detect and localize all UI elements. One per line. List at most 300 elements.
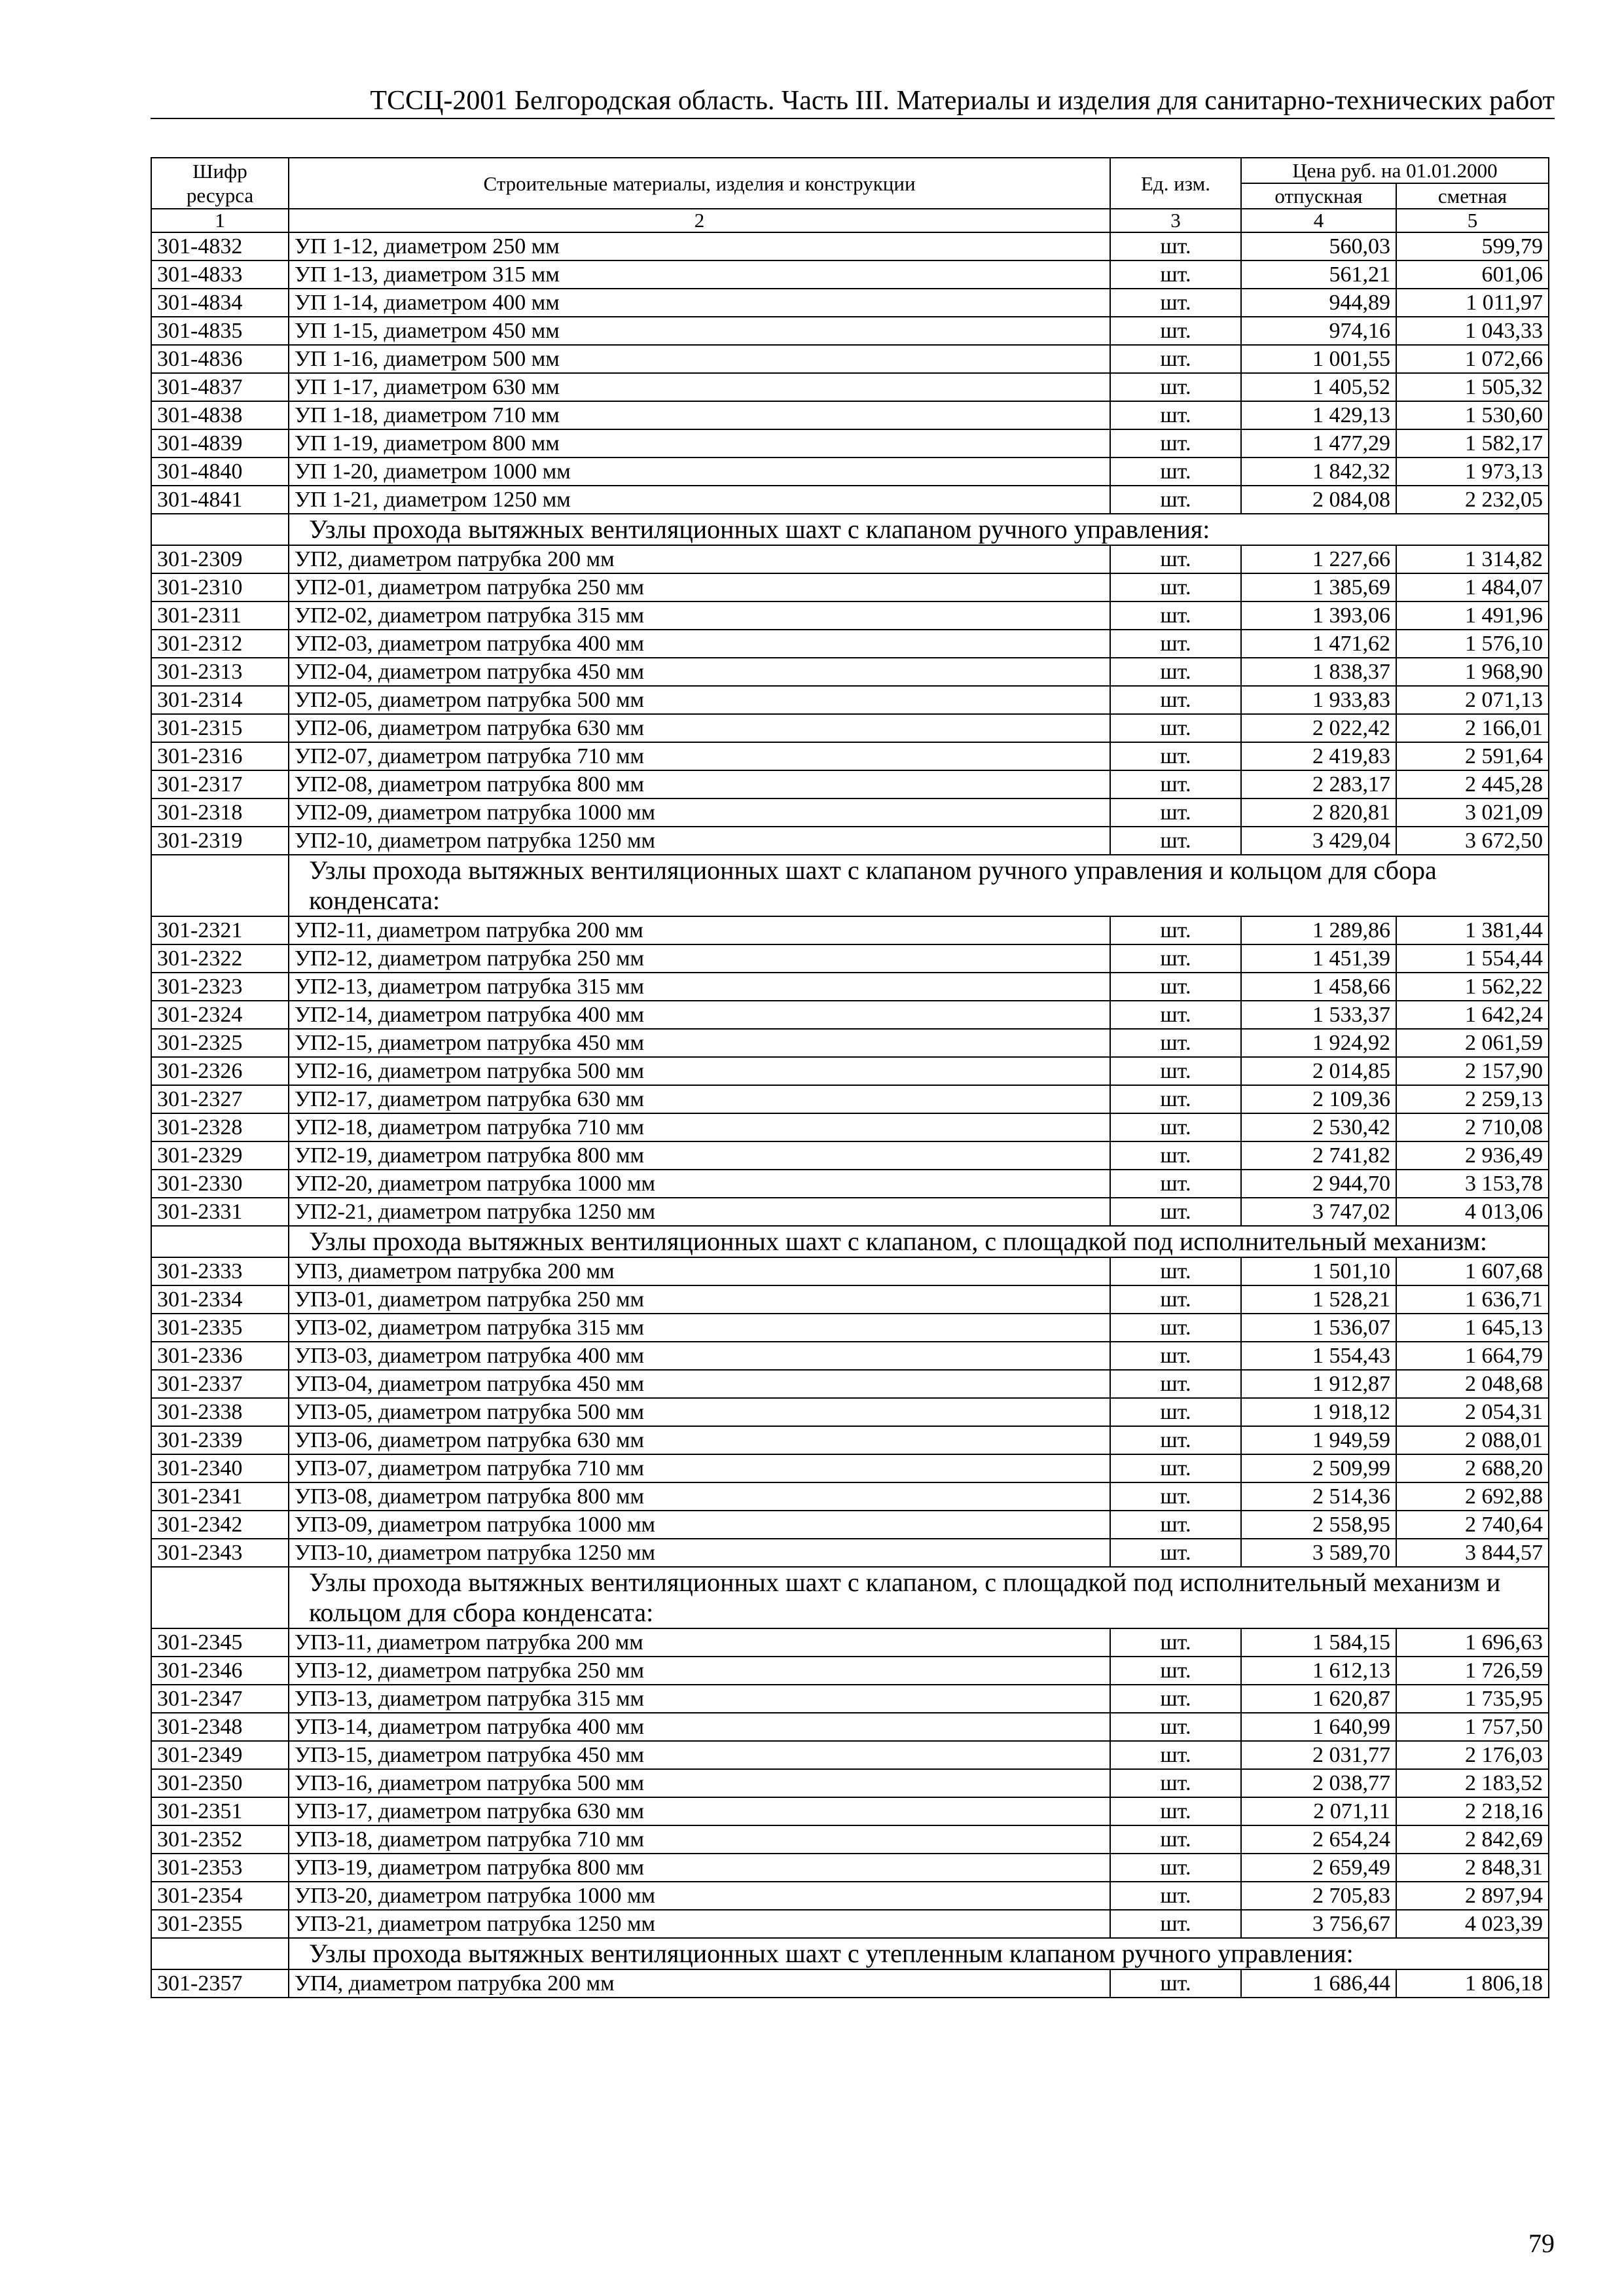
unit-cell: шт. <box>1110 742 1241 770</box>
material-name-cell: УП2-18, диаметром патрубка 710 мм <box>289 1113 1110 1141</box>
estimate-price-cell: 2 848,31 <box>1396 1854 1549 1882</box>
estimate-price-cell: 1 043,33 <box>1396 317 1549 345</box>
unit-cell: шт. <box>1110 317 1241 345</box>
resource-code-cell: 301-2309 <box>151 545 289 573</box>
table-row <box>151 1628 1549 1657</box>
estimate-price-cell: 2 692,88 <box>1396 1482 1549 1511</box>
resource-code-cell: 301-2334 <box>151 1285 289 1314</box>
release-price-cell: 2 659,49 <box>1241 1854 1396 1882</box>
estimate-price-cell: 2 176,03 <box>1396 1741 1549 1769</box>
table-row <box>151 1257 1549 1285</box>
estimate-price-cell: 2 054,31 <box>1396 1398 1549 1426</box>
table-row <box>151 742 1549 770</box>
section-spacer-cell <box>151 855 289 916</box>
resource-code-cell: 301-4833 <box>151 260 289 289</box>
unit-cell: шт. <box>1110 1314 1241 1342</box>
material-name-cell: УП2-04, диаметром патрубка 450 мм <box>289 658 1110 686</box>
table-row <box>151 1910 1549 1938</box>
unit-cell: шт. <box>1110 1113 1241 1141</box>
unit-cell: шт. <box>1110 260 1241 289</box>
estimate-price-cell: 3 844,57 <box>1396 1539 1549 1567</box>
table-row <box>151 1029 1549 1057</box>
unit-cell: шт. <box>1110 1085 1241 1113</box>
material-name-cell: УП 1-13, диаметром 315 мм <box>289 260 1110 289</box>
unit-cell: шт. <box>1110 1426 1241 1454</box>
estimate-price-cell: 2 088,01 <box>1396 1426 1549 1454</box>
release-price-cell: 1 640,99 <box>1241 1713 1396 1741</box>
resource-code-cell: 301-2349 <box>151 1741 289 1769</box>
release-price-cell: 2 071,11 <box>1241 1797 1396 1825</box>
section-row <box>151 514 1549 545</box>
resource-code-cell: 301-2321 <box>151 916 289 944</box>
unit-cell: шт. <box>1110 1969 1241 1998</box>
resource-code-cell: 301-4840 <box>151 457 289 486</box>
table-row <box>151 1741 1549 1769</box>
unit-cell: шт. <box>1110 401 1241 429</box>
resource-code-cell: 301-4837 <box>151 373 289 401</box>
release-price-cell: 1 838,37 <box>1241 658 1396 686</box>
estimate-price-cell: 2 688,20 <box>1396 1454 1549 1482</box>
resource-code-cell: 301-2348 <box>151 1713 289 1741</box>
release-price-cell: 1 949,59 <box>1241 1426 1396 1454</box>
resource-code-cell: 301-2315 <box>151 714 289 742</box>
material-name-cell: УП2-09, диаметром патрубка 1000 мм <box>289 798 1110 827</box>
column-number: 2 <box>289 209 1110 232</box>
release-price-cell: 2 283,17 <box>1241 770 1396 798</box>
table-row <box>151 1398 1549 1426</box>
release-price-cell: 1 451,39 <box>1241 944 1396 973</box>
unit-cell: шт. <box>1110 573 1241 601</box>
table-row <box>151 1657 1549 1685</box>
table-row <box>151 373 1549 401</box>
table-row <box>151 630 1549 658</box>
release-price-cell: 2 084,08 <box>1241 486 1396 514</box>
material-name-cell: УП 1-20, диаметром 1000 мм <box>289 457 1110 486</box>
release-price-cell: 1 477,29 <box>1241 429 1396 457</box>
release-price-cell: 2 038,77 <box>1241 1769 1396 1797</box>
material-name-cell: УП 1-19, диаметром 800 мм <box>289 429 1110 457</box>
release-price-cell: 2 509,99 <box>1241 1454 1396 1482</box>
section-heading: Узлы прохода вытяжных вентиляционных шахт с клапаном, с площадкой под исполнительный механизм и кольцом для сбора конденсата: <box>289 1567 1549 1628</box>
release-price-cell: 560,03 <box>1241 232 1396 260</box>
table-row <box>151 429 1549 457</box>
resource-code-cell: 301-2327 <box>151 1085 289 1113</box>
material-name-cell: УП3-02, диаметром патрубка 315 мм <box>289 1314 1110 1342</box>
table-row <box>151 1685 1549 1713</box>
unit-cell: шт. <box>1110 429 1241 457</box>
resource-code-cell: 301-4835 <box>151 317 289 345</box>
material-name-cell: УП3-17, диаметром патрубка 630 мм <box>289 1797 1110 1825</box>
material-name-cell: УП2-01, диаметром патрубка 250 мм <box>289 573 1110 601</box>
estimate-price-cell: 1 757,50 <box>1396 1713 1549 1741</box>
table-row <box>151 916 1549 944</box>
column-number: 3 <box>1110 209 1241 232</box>
header-code: Шифр ресурса <box>151 158 289 209</box>
table-row <box>151 1713 1549 1741</box>
table-row <box>151 1057 1549 1085</box>
resource-code-cell: 301-2317 <box>151 770 289 798</box>
header-unit: Ед. изм. <box>1110 158 1241 209</box>
unit-cell: шт. <box>1110 1628 1241 1657</box>
material-name-cell: УП3-15, диаметром патрубка 450 мм <box>289 1741 1110 1769</box>
material-name-cell: УП2-19, диаметром патрубка 800 мм <box>289 1141 1110 1170</box>
table-row <box>151 1370 1549 1398</box>
release-price-cell: 1 918,12 <box>1241 1398 1396 1426</box>
resource-code-cell: 301-2338 <box>151 1398 289 1426</box>
resource-code-cell: 301-2350 <box>151 1769 289 1797</box>
unit-cell: шт. <box>1110 1454 1241 1482</box>
release-price-cell: 1 458,66 <box>1241 973 1396 1001</box>
release-price-cell: 561,21 <box>1241 260 1396 289</box>
resource-code-cell: 301-2310 <box>151 573 289 601</box>
table-row <box>151 1314 1549 1342</box>
release-price-cell: 2 944,70 <box>1241 1170 1396 1198</box>
unit-cell: шт. <box>1110 1398 1241 1426</box>
column-number: 5 <box>1396 209 1549 232</box>
estimate-price-cell: 2 166,01 <box>1396 714 1549 742</box>
resource-code-cell: 301-2346 <box>151 1657 289 1685</box>
resource-code-cell: 301-2340 <box>151 1454 289 1482</box>
unit-cell: шт. <box>1110 1170 1241 1198</box>
section-row <box>151 855 1549 916</box>
unit-cell: шт. <box>1110 1198 1241 1226</box>
material-name-cell: УП3-13, диаметром патрубка 315 мм <box>289 1685 1110 1713</box>
table-row <box>151 714 1549 742</box>
resource-code-cell: 301-2347 <box>151 1685 289 1713</box>
estimate-price-cell: 2 259,13 <box>1396 1085 1549 1113</box>
table-row <box>151 573 1549 601</box>
resource-code-cell: 301-2336 <box>151 1342 289 1370</box>
release-price-cell: 1 912,87 <box>1241 1370 1396 1398</box>
resource-code-cell: 301-4839 <box>151 429 289 457</box>
material-name-cell: УП 1-12, диаметром 250 мм <box>289 232 1110 260</box>
table-header <box>151 158 1549 232</box>
material-name-cell: УП 1-16, диаметром 500 мм <box>289 345 1110 373</box>
resource-code-cell: 301-2311 <box>151 601 289 630</box>
table-row <box>151 1482 1549 1511</box>
resource-code-cell: 301-2345 <box>151 1628 289 1657</box>
unit-cell: шт. <box>1110 289 1241 317</box>
unit-cell: шт. <box>1110 714 1241 742</box>
estimate-price-cell: 2 218,16 <box>1396 1797 1549 1825</box>
estimate-price-cell: 1 562,22 <box>1396 973 1549 1001</box>
resource-code-cell: 301-4838 <box>151 401 289 429</box>
estimate-price-cell: 3 021,09 <box>1396 798 1549 827</box>
estimate-price-cell: 4 013,06 <box>1396 1198 1549 1226</box>
section-spacer-cell <box>151 514 289 545</box>
release-price-cell: 1 501,10 <box>1241 1257 1396 1285</box>
material-name-cell: УП 1-15, диаметром 450 мм <box>289 317 1110 345</box>
material-name-cell: УП3-03, диаметром патрубка 400 мм <box>289 1342 1110 1370</box>
release-price-cell: 1 001,55 <box>1241 345 1396 373</box>
unit-cell: шт. <box>1110 1285 1241 1314</box>
section-row <box>151 1938 1549 1969</box>
release-price-cell: 2 705,83 <box>1241 1882 1396 1910</box>
estimate-price-cell: 2 740,64 <box>1396 1511 1549 1539</box>
table-body <box>151 232 1549 1998</box>
resource-code-cell: 301-2337 <box>151 1370 289 1398</box>
release-price-cell: 2 014,85 <box>1241 1057 1396 1085</box>
resource-code-cell: 301-2342 <box>151 1511 289 1539</box>
material-name-cell: УП2, диаметром патрубка 200 мм <box>289 545 1110 573</box>
table-row <box>151 260 1549 289</box>
release-price-cell: 974,16 <box>1241 317 1396 345</box>
release-price-cell: 1 393,06 <box>1241 601 1396 630</box>
section-heading: Узлы прохода вытяжных вентиляционных шахт с клапаном ручного управления: <box>289 514 1549 545</box>
material-name-cell: УП2-10, диаметром патрубка 1250 мм <box>289 827 1110 855</box>
release-price-cell: 2 022,42 <box>1241 714 1396 742</box>
table-row <box>151 686 1549 714</box>
material-name-cell: УП 1-18, диаметром 710 мм <box>289 401 1110 429</box>
table-row <box>151 1141 1549 1170</box>
unit-cell: шт. <box>1110 486 1241 514</box>
release-price-cell: 1 528,21 <box>1241 1285 1396 1314</box>
resource-code-cell: 301-2355 <box>151 1910 289 1938</box>
material-name-cell: УП 1-21, диаметром 1250 мм <box>289 486 1110 514</box>
table-row <box>151 1797 1549 1825</box>
table-row <box>151 1170 1549 1198</box>
resource-code-cell: 301-2357 <box>151 1969 289 1998</box>
unit-cell: шт. <box>1110 1741 1241 1769</box>
estimate-price-cell: 3 153,78 <box>1396 1170 1549 1198</box>
unit-cell: шт. <box>1110 1029 1241 1057</box>
material-name-cell: УП3, диаметром патрубка 200 мм <box>289 1257 1110 1285</box>
estimate-price-cell: 1 484,07 <box>1396 573 1549 601</box>
table-row <box>151 1198 1549 1226</box>
estimate-price-cell: 1 645,13 <box>1396 1314 1549 1342</box>
estimate-price-cell: 2 842,69 <box>1396 1825 1549 1854</box>
section-spacer-cell <box>151 1938 289 1969</box>
release-price-cell: 1 227,66 <box>1241 545 1396 573</box>
resource-code-cell: 301-2324 <box>151 1001 289 1029</box>
release-price-cell: 1 584,15 <box>1241 1628 1396 1657</box>
release-price-cell: 3 429,04 <box>1241 827 1396 855</box>
release-price-cell: 1 612,13 <box>1241 1657 1396 1685</box>
release-price-cell: 1 405,52 <box>1241 373 1396 401</box>
material-name-cell: УП3-06, диаметром патрубка 630 мм <box>289 1426 1110 1454</box>
resource-code-cell: 301-2351 <box>151 1797 289 1825</box>
release-price-cell: 2 031,77 <box>1241 1741 1396 1769</box>
unit-cell: шт. <box>1110 1539 1241 1567</box>
release-price-cell: 2 419,83 <box>1241 742 1396 770</box>
table-row <box>151 827 1549 855</box>
table-row <box>151 232 1549 260</box>
table-row <box>151 1969 1549 1998</box>
section-row <box>151 1226 1549 1257</box>
resource-code-cell: 301-2354 <box>151 1882 289 1910</box>
unit-cell: шт. <box>1110 457 1241 486</box>
unit-cell: шт. <box>1110 1713 1241 1741</box>
resource-code-cell: 301-4832 <box>151 232 289 260</box>
material-name-cell: УП3-16, диаметром патрубка 500 мм <box>289 1769 1110 1797</box>
table-row <box>151 1342 1549 1370</box>
table-row <box>151 798 1549 827</box>
release-price-cell: 1 533,37 <box>1241 1001 1396 1029</box>
resource-code-cell: 301-2335 <box>151 1314 289 1342</box>
unit-cell: шт. <box>1110 373 1241 401</box>
resource-code-cell: 301-2352 <box>151 1825 289 1854</box>
material-name-cell: УП3-21, диаметром патрубка 1250 мм <box>289 1910 1110 1938</box>
estimate-price-cell: 1 381,44 <box>1396 916 1549 944</box>
header-estimate-price: сметная <box>1396 183 1549 209</box>
release-price-cell: 1 289,86 <box>1241 916 1396 944</box>
estimate-price-cell: 2 061,59 <box>1396 1029 1549 1057</box>
estimate-price-cell: 1 973,13 <box>1396 457 1549 486</box>
resource-code-cell: 301-2316 <box>151 742 289 770</box>
unit-cell: шт. <box>1110 630 1241 658</box>
estimate-price-cell: 3 672,50 <box>1396 827 1549 855</box>
material-name-cell: УП2-16, диаметром патрубка 500 мм <box>289 1057 1110 1085</box>
table-row <box>151 770 1549 798</box>
material-name-cell: УП3-14, диаметром патрубка 400 мм <box>289 1713 1110 1741</box>
resource-code-cell: 301-2333 <box>151 1257 289 1285</box>
estimate-price-cell: 1 491,96 <box>1396 601 1549 630</box>
estimate-price-cell: 1 607,68 <box>1396 1257 1549 1285</box>
header-name: Строительные материалы, изделия и конструкции <box>289 158 1110 209</box>
unit-cell: шт. <box>1110 1057 1241 1085</box>
release-price-cell: 1 471,62 <box>1241 630 1396 658</box>
page-header-title: ТССЦ-2001 Белгородская область. Часть III. Материалы и изделия для санитарно-технических работ <box>370 86 1555 116</box>
estimate-price-cell: 1 582,17 <box>1396 429 1549 457</box>
estimate-price-cell: 1 505,32 <box>1396 373 1549 401</box>
section-heading: Узлы прохода вытяжных вентиляционных шахт с утепленным клапаном ручного управления: <box>289 1938 1549 1969</box>
material-name-cell: УП2-21, диаметром патрубка 1250 мм <box>289 1198 1110 1226</box>
section-heading: Узлы прохода вытяжных вентиляционных шахт с клапаном ручного управления и кольцом для сбора конденсата: <box>289 855 1549 916</box>
estimate-price-cell: 1 806,18 <box>1396 1969 1549 1998</box>
table-row <box>151 289 1549 317</box>
resource-code-cell: 301-2326 <box>151 1057 289 1085</box>
material-name-cell: УП3-19, диаметром патрубка 800 мм <box>289 1854 1110 1882</box>
unit-cell: шт. <box>1110 601 1241 630</box>
estimate-price-cell: 1 968,90 <box>1396 658 1549 686</box>
material-name-cell: УП3-12, диаметром патрубка 250 мм <box>289 1657 1110 1685</box>
estimate-price-cell: 601,06 <box>1396 260 1549 289</box>
material-name-cell: УП2-05, диаметром патрубка 500 мм <box>289 686 1110 714</box>
section-spacer-cell <box>151 1567 289 1628</box>
material-name-cell: УП3-07, диаметром патрубка 710 мм <box>289 1454 1110 1482</box>
material-name-cell: УП2-14, диаметром патрубка 400 мм <box>289 1001 1110 1029</box>
table-row <box>151 601 1549 630</box>
estimate-price-cell: 1 576,10 <box>1396 630 1549 658</box>
material-name-cell: УП3-05, диаметром патрубка 500 мм <box>289 1398 1110 1426</box>
estimate-price-cell: 1 642,24 <box>1396 1001 1549 1029</box>
unit-cell: шт. <box>1110 1657 1241 1685</box>
table-row <box>151 1511 1549 1539</box>
estimate-price-cell: 1 636,71 <box>1396 1285 1549 1314</box>
unit-cell: шт. <box>1110 1910 1241 1938</box>
estimate-price-cell: 1 072,66 <box>1396 345 1549 373</box>
resource-code-cell: 301-2318 <box>151 798 289 827</box>
release-price-cell: 3 756,67 <box>1241 1910 1396 1938</box>
estimate-price-cell: 1 011,97 <box>1396 289 1549 317</box>
release-price-cell: 1 385,69 <box>1241 573 1396 601</box>
table-row <box>151 658 1549 686</box>
unit-cell: шт. <box>1110 798 1241 827</box>
estimate-price-cell: 2 710,08 <box>1396 1113 1549 1141</box>
release-price-cell: 944,89 <box>1241 289 1396 317</box>
estimate-price-cell: 599,79 <box>1396 232 1549 260</box>
unit-cell: шт. <box>1110 1342 1241 1370</box>
material-name-cell: УП3-20, диаметром патрубка 1000 мм <box>289 1882 1110 1910</box>
estimate-price-cell: 2 183,52 <box>1396 1769 1549 1797</box>
release-price-cell: 1 924,92 <box>1241 1029 1396 1057</box>
resource-code-cell: 301-2328 <box>151 1113 289 1141</box>
material-name-cell: УП 1-14, диаметром 400 мм <box>289 289 1110 317</box>
unit-cell: шт. <box>1110 345 1241 373</box>
table-row <box>151 545 1549 573</box>
section-row <box>151 1567 1549 1628</box>
resource-code-cell: 301-2330 <box>151 1170 289 1198</box>
unit-cell: шт. <box>1110 658 1241 686</box>
resource-code-cell: 301-2323 <box>151 973 289 1001</box>
estimate-price-cell: 2 071,13 <box>1396 686 1549 714</box>
unit-cell: шт. <box>1110 545 1241 573</box>
section-heading: Узлы прохода вытяжных вентиляционных шахт с клапаном, с площадкой под исполнительный механизм: <box>289 1226 1549 1257</box>
release-price-cell: 1 536,07 <box>1241 1314 1396 1342</box>
estimate-price-cell: 2 157,90 <box>1396 1057 1549 1085</box>
release-price-cell: 2 530,42 <box>1241 1113 1396 1141</box>
unit-cell: шт. <box>1110 973 1241 1001</box>
column-number: 1 <box>151 209 289 232</box>
material-name-cell: УП2-06, диаметром патрубка 630 мм <box>289 714 1110 742</box>
material-name-cell: УП2-11, диаметром патрубка 200 мм <box>289 916 1110 944</box>
table-row <box>151 944 1549 973</box>
estimate-price-cell: 2 232,05 <box>1396 486 1549 514</box>
table-row <box>151 1085 1549 1113</box>
table-row <box>151 1113 1549 1141</box>
unit-cell: шт. <box>1110 1825 1241 1854</box>
resource-code-cell: 301-4834 <box>151 289 289 317</box>
unit-cell: шт. <box>1110 686 1241 714</box>
material-name-cell: УП3-09, диаметром патрубка 1000 мм <box>289 1511 1110 1539</box>
release-price-cell: 3 589,70 <box>1241 1539 1396 1567</box>
unit-cell: шт. <box>1110 770 1241 798</box>
unit-cell: шт. <box>1110 1257 1241 1285</box>
header-price: Цена руб. на 01.01.2000 <box>1241 158 1549 183</box>
estimate-price-cell: 1 696,63 <box>1396 1628 1549 1657</box>
estimate-price-cell: 1 530,60 <box>1396 401 1549 429</box>
section-spacer-cell <box>151 1226 289 1257</box>
resource-code-cell: 301-2343 <box>151 1539 289 1567</box>
table-row <box>151 1539 1549 1567</box>
release-price-cell: 2 654,24 <box>1241 1825 1396 1854</box>
material-name-cell: УП2-08, диаметром патрубка 800 мм <box>289 770 1110 798</box>
estimate-price-cell: 2 048,68 <box>1396 1370 1549 1398</box>
material-name-cell: УП2-20, диаметром патрубка 1000 мм <box>289 1170 1110 1198</box>
estimate-price-cell: 2 591,64 <box>1396 742 1549 770</box>
unit-cell: шт. <box>1110 1854 1241 1882</box>
table-row <box>151 345 1549 373</box>
material-name-cell: УП2-17, диаметром патрубка 630 мм <box>289 1085 1110 1113</box>
resource-code-cell: 301-2325 <box>151 1029 289 1057</box>
material-name-cell: УП3-01, диаметром патрубка 250 мм <box>289 1285 1110 1314</box>
release-price-cell: 1 686,44 <box>1241 1969 1396 1998</box>
resource-code-cell: 301-2322 <box>151 944 289 973</box>
table-row <box>151 1285 1549 1314</box>
unit-cell: шт. <box>1110 916 1241 944</box>
estimate-price-cell: 1 554,44 <box>1396 944 1549 973</box>
resource-code-cell: 301-2329 <box>151 1141 289 1170</box>
release-price-cell: 1 429,13 <box>1241 401 1396 429</box>
material-name-cell: УП3-08, диаметром патрубка 800 мм <box>289 1482 1110 1511</box>
estimate-price-cell: 1 314,82 <box>1396 545 1549 573</box>
release-price-cell: 2 820,81 <box>1241 798 1396 827</box>
table-row <box>151 1426 1549 1454</box>
estimate-price-cell: 2 897,94 <box>1396 1882 1549 1910</box>
column-number: 4 <box>1241 209 1396 232</box>
release-price-cell: 1 554,43 <box>1241 1342 1396 1370</box>
unit-cell: шт. <box>1110 1141 1241 1170</box>
